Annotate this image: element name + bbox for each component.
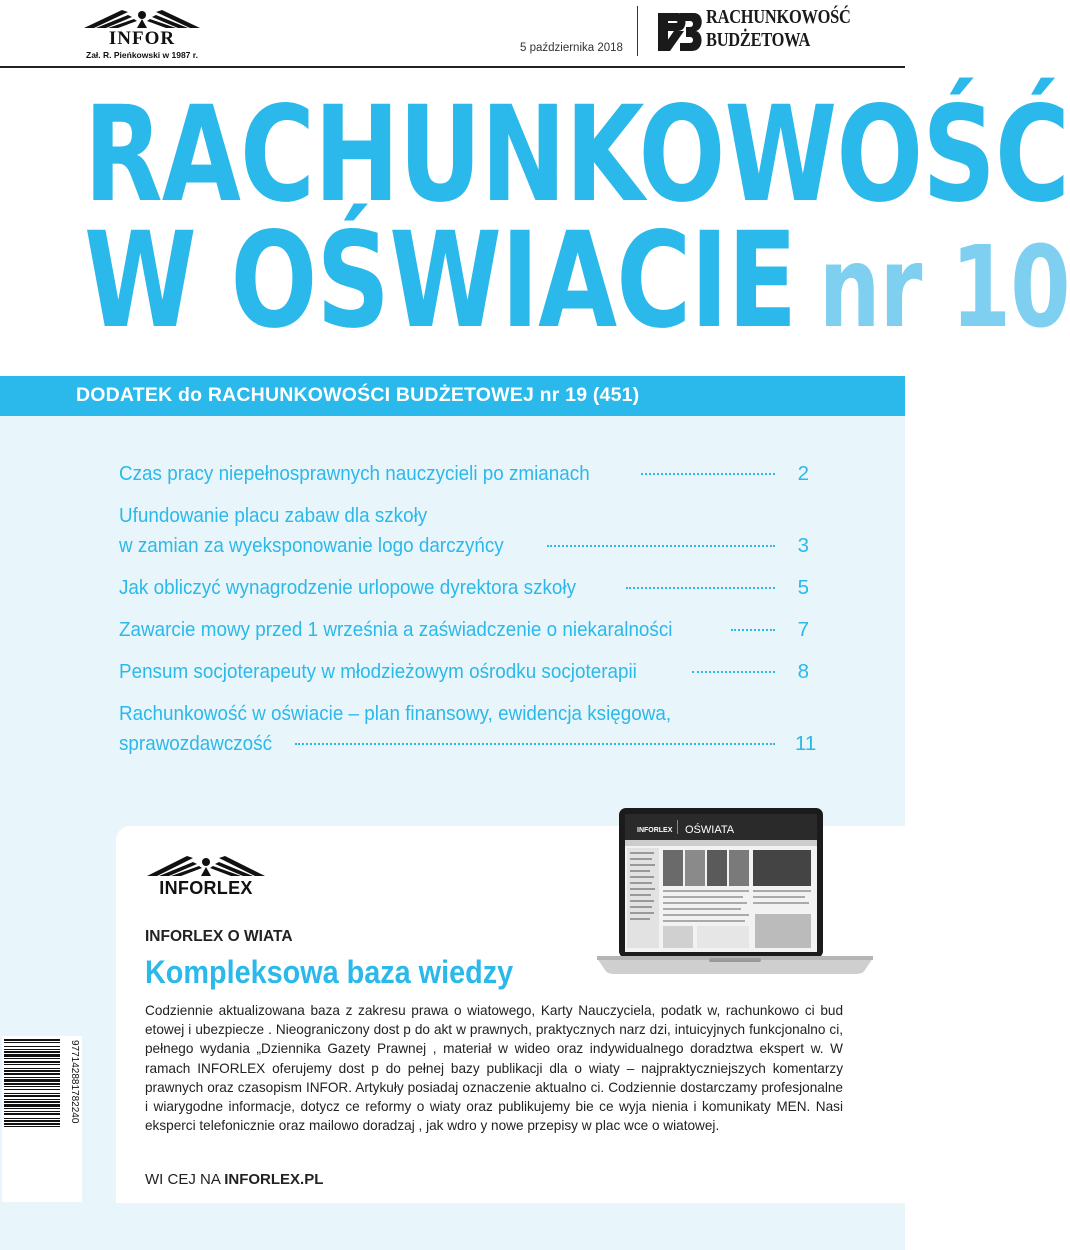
- toc-page-number: 8: [797, 660, 809, 683]
- brand-name: [706, 6, 851, 52]
- barcode-bar: [4, 1093, 60, 1094]
- promo-more-prefix: WI CEJ NA: [145, 1171, 225, 1188]
- barcode-bar: [4, 1070, 60, 1072]
- barcode-bar: [4, 1064, 60, 1065]
- promo-more-url[interactable]: INFORLEX.PL: [224, 1171, 324, 1188]
- supplement-band-text: DODATEK do RACHUNKOWOŚCI BUDŻETOWEJ nr 19 (451): [76, 384, 640, 406]
- toc-item-title: Pensum socjoterapeuty w młodzieżowym ośrodku socjoterapii: [119, 660, 637, 683]
- toc-leader-dots: [641, 473, 775, 475]
- barcode-bar: [4, 1061, 60, 1063]
- barcode-bar: [4, 1108, 60, 1109]
- barcode-bar: [4, 1077, 60, 1078]
- barcode: [2, 1036, 82, 1202]
- barcode-bar: [4, 1058, 60, 1059]
- title-line2: W OŚWIACIE: [84, 204, 797, 358]
- supplement-band: [0, 376, 905, 416]
- barcode-bar: [4, 1120, 60, 1122]
- barcode-bar: [4, 1073, 60, 1075]
- barcode-number: 977142881782240: [69, 1040, 80, 1124]
- toc-item-title: Ufundowanie placu zabaw dla szkoły: [119, 504, 428, 527]
- infor-logo: [82, 6, 202, 62]
- toc-item[interactable]: [119, 501, 809, 561]
- issue-date: 5 października 2018: [520, 42, 623, 54]
- barcode-bar: [4, 1089, 60, 1090]
- barcode-bar: [4, 1086, 60, 1087]
- toc-leader-dots: [626, 587, 775, 589]
- toc-page-number: 11: [795, 732, 817, 755]
- infor-logo-text: INFOR: [108, 28, 176, 49]
- barcode-bar: [4, 1101, 60, 1103]
- barcode-bar: [4, 1118, 60, 1119]
- barcode-bar: [4, 1042, 60, 1043]
- promo-body: Codziennie aktualizowana baza z zakresu prawa o wiatowego, Karty Nauczyciela, podatk w, rachunkowo ci bud etowej i ubezpiecze . Nieograniczony dost p do akt w prawnych, praktycznych narz dzi, intuicyjnych funkcjonalno ci, pełnego wydania „Dziennika Gazety Prawnej , materiał w wideo oraz indywidualnego doradztwa ekspert w. W ramach INFORLEX oferujemy dost p do pełnej bazy publikacji dla o wiaty – najpraktyczniejszych komentarzy prawnych oraz czasopism INFOR. Artykuły posiadaj oznaczenie aktualno ci. Codziennie dostarczamy profesjonalne i wiarygodne informacje, dotycz ce reformy o wiaty oraz publikujemy bie ce wyja nienia i komunikaty MEN. Nasi eksperci telefonicznie oraz mailowo doradzaj , jak wdro y nowe przepisy w plac wce o wiatowej.: [145, 1003, 843, 1134]
- toc-leader-dots: [295, 743, 775, 745]
- toc-page-number: 2: [797, 462, 809, 485]
- barcode-bar: [4, 1099, 60, 1100]
- toc-item[interactable]: [119, 459, 809, 489]
- barcode-bar: [4, 1111, 60, 1112]
- barcode-image: [2, 1036, 82, 1202]
- issue-number: nr 10: [818, 223, 1070, 353]
- barcode-bar: [4, 1113, 60, 1115]
- brand-name-line1: RACHUNKOWOŚĆ: [706, 6, 851, 28]
- laptop-screen-title: OŚWIATA: [685, 824, 735, 836]
- toc-item-title: Rachunkowość w oświacie – plan finansowy, ewidencja księgowa,: [119, 702, 672, 725]
- inforlex-wings-icon: [145, 852, 267, 878]
- promo-more-link[interactable]: [145, 1171, 323, 1188]
- toc-page-number: 7: [797, 618, 809, 641]
- svg-text:INFORLEX: INFORLEX: [637, 827, 673, 834]
- laptop-image: [597, 808, 873, 976]
- toc-item[interactable]: [119, 657, 809, 687]
- barcode-bar: [4, 1049, 60, 1050]
- toc-item-title: Jak obliczyć wynagrodzenie urlopowe dyrektora szkoły: [119, 576, 577, 599]
- barcode-bar: [4, 1083, 60, 1085]
- infor-logo-subtitle: Zał. R. Pieńkowski w 1987 r.: [86, 50, 198, 60]
- title-line2-wrap: [84, 204, 1070, 358]
- inforlex-logo-text: INFORLEX: [159, 878, 253, 898]
- toc-leader-dots: [547, 545, 775, 547]
- rb-monogram-icon: [656, 7, 704, 55]
- barcode-bar: [4, 1123, 60, 1125]
- toc-leader-dots: [731, 629, 775, 631]
- toc-page-number: 5: [797, 576, 809, 599]
- barcode-bar: [4, 1068, 60, 1069]
- barcode-bar: [4, 1095, 60, 1097]
- promo-kicker: INFORLEX O WIATA: [145, 928, 293, 945]
- infor-wings-icon: [82, 6, 202, 30]
- header-rule: [0, 66, 905, 68]
- page-title: [84, 78, 1070, 358]
- inforlex-logo: [145, 852, 267, 902]
- toc-leader-dots: [692, 671, 775, 673]
- toc-item[interactable]: [119, 615, 809, 645]
- toc-item[interactable]: [119, 699, 817, 759]
- barcode-bar: [4, 1039, 60, 1041]
- toc-item-title-cont: w zamian za wyeksponowanie logo darczyńcy: [119, 534, 504, 557]
- barcode-bar: [4, 1046, 60, 1047]
- toc-item[interactable]: [119, 573, 809, 603]
- barcode-bar: [4, 1079, 60, 1082]
- toc-page-number: 3: [797, 534, 809, 557]
- toc-item-title-cont: sprawozdawczość: [119, 732, 273, 755]
- title-line1: RACHUNKOWOŚĆ: [84, 78, 1070, 232]
- promo-headline: Kompleksowa baza wiedzy: [145, 954, 514, 990]
- toc-item-title: Zawarcie mowy przed 1 września a zaświadczenie o niekaralności: [119, 618, 673, 641]
- barcode-bar: [4, 1126, 60, 1127]
- header-divider: [637, 6, 638, 56]
- barcode-bar: [4, 1051, 60, 1053]
- brand-name-line2: BUDŻETOWA: [706, 29, 811, 51]
- toc-item-title: Czas pracy niepełnosprawnych nauczycieli po zmianach: [119, 462, 590, 485]
- barcode-bar: [4, 1104, 60, 1107]
- table-of-contents: [119, 459, 817, 771]
- barcode-bar: [4, 1054, 60, 1057]
